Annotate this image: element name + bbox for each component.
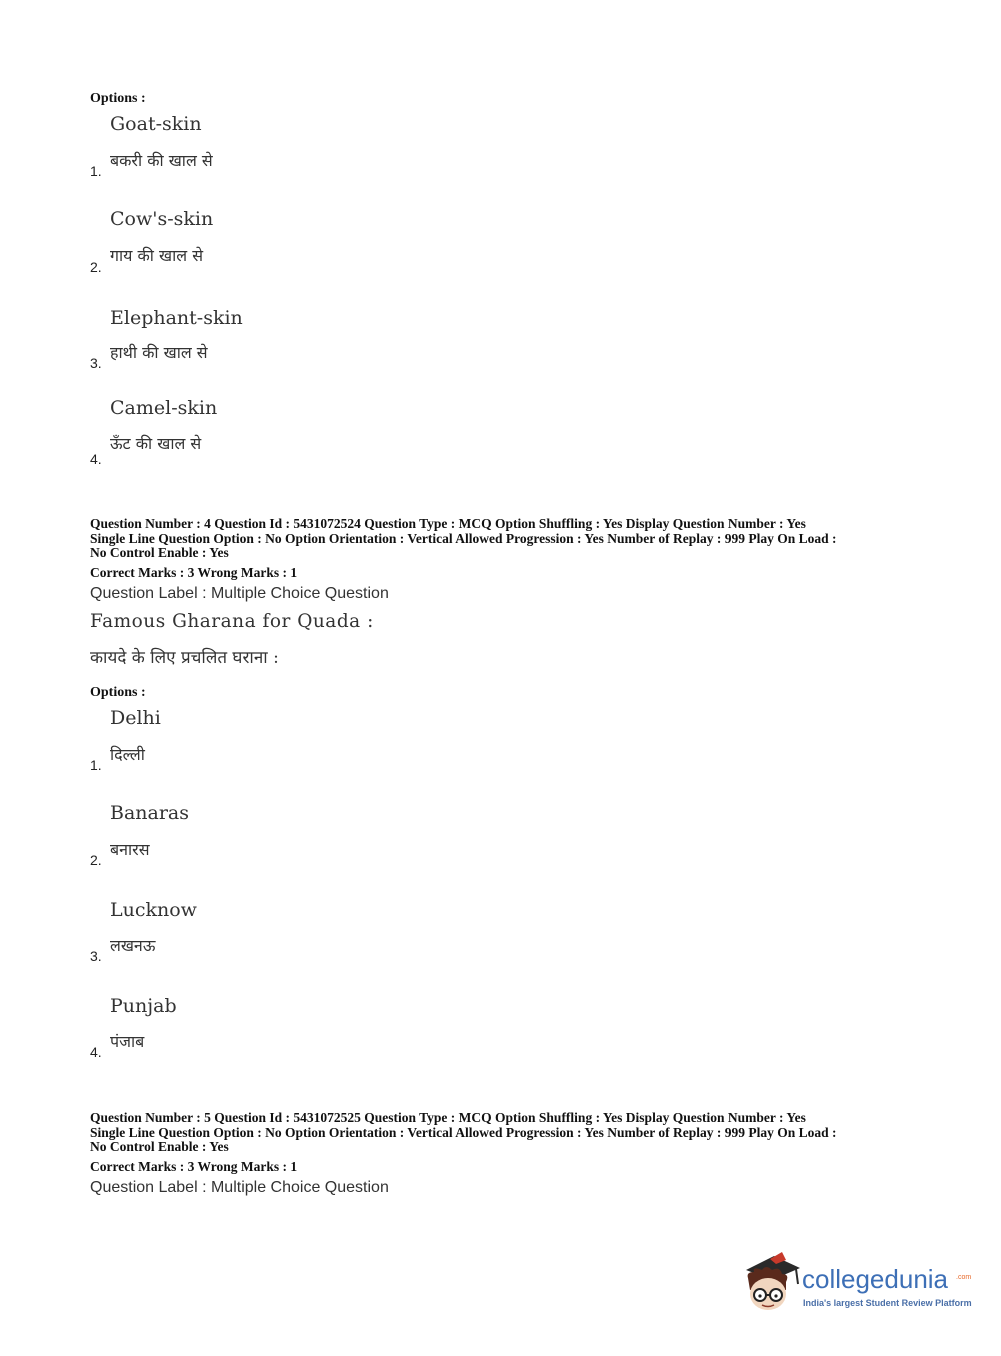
q5-marks: Correct Marks : 3 Wrong Marks : 1: [90, 1159, 298, 1174]
q3-option-1-number: 1.: [90, 163, 102, 179]
q4-option-3-number: 3.: [90, 948, 102, 964]
logo-tagline: India's largest Student Review Platform: [803, 1298, 972, 1308]
q4-option-2-en: Banaras: [110, 802, 190, 824]
q3-option-1-hi: बकरी की खाल से: [110, 151, 213, 170]
q3-option-2-en: Cow's-skin: [110, 208, 214, 230]
q3-option-1-en: Goat-skin: [110, 113, 202, 135]
q4-question-label: Question Label : Multiple Choice Question: [90, 585, 389, 602]
q5-meta-line-2: Single Line Question Option : No Option Orientation : Vertical Allowed Progression : Yes Number of Replay : 999 Play On Load :: [90, 1124, 837, 1140]
q3-option-3-number: 3.: [90, 355, 102, 371]
q3-options-heading: Options :: [90, 91, 146, 106]
q5-metadata: [90, 1111, 920, 1155]
q4-option-3-hi: लखनऊ: [110, 936, 156, 955]
q4-option-1-hi: दिल्ली: [110, 745, 145, 764]
q4-meta-line-2: Single Line Question Option : No Option Orientation : Vertical Allowed Progression : Yes Number of Replay : 999 Play On Load :: [90, 530, 837, 546]
q4-metadata: [90, 517, 920, 561]
q4-options-heading: Options :: [90, 685, 146, 700]
q5-meta-line-1: Question Number : 5 Question Id : 5431072525 Question Type : MCQ Option Shuffling : Yes Display Question Number : Yes: [90, 1110, 806, 1125]
q5-question-label: Question Label : Multiple Choice Question: [90, 1179, 389, 1196]
q3-option-4-hi: ऊँट की खाल से: [110, 434, 202, 453]
q4-option-4-hi: पंजाब: [110, 1032, 145, 1051]
collegedunia-logo[interactable]: [742, 1250, 972, 1318]
q4-option-1-en: Delhi: [110, 707, 161, 729]
q3-option-3-hi: हाथी की खाल से: [110, 343, 208, 362]
q4-question-text-hi: कायदे के लिए प्रचलित घराना :: [90, 648, 279, 668]
q4-option-2-number: 2.: [90, 852, 102, 868]
q3-option-3-en: Elephant-skin: [110, 307, 243, 329]
q3-option-2-hi: गाय की खाल से: [110, 246, 204, 265]
q4-meta-line-1: Question Number : 4 Question Id : 5431072524 Question Type : MCQ Option Shuffling : Yes Display Question Number : Yes: [90, 516, 806, 531]
logo-domain-suffix: .com: [956, 1274, 972, 1281]
q4-option-1-number: 1.: [90, 757, 102, 773]
q4-option-2-hi: बनारस: [110, 840, 150, 859]
q5-meta-line-3: No Control Enable : Yes: [90, 1139, 229, 1154]
q4-option-4-number: 4.: [90, 1044, 102, 1060]
q4-question-text-en: Famous Gharana for Quada :: [90, 611, 374, 632]
q4-marks: Correct Marks : 3 Wrong Marks : 1: [90, 565, 298, 580]
q3-option-4-en: Camel-skin: [110, 397, 218, 419]
logo-wordmark: collegedunia: [802, 1264, 949, 1294]
q3-option-4-number: 4.: [90, 451, 102, 467]
q4-option-4-en: Punjab: [110, 995, 177, 1017]
student-mascot-icon: [742, 1250, 802, 1318]
q4-meta-line-3: No Control Enable : Yes: [90, 545, 229, 560]
q3-option-2-number: 2.: [90, 259, 102, 275]
q4-option-3-en: Lucknow: [110, 899, 197, 921]
